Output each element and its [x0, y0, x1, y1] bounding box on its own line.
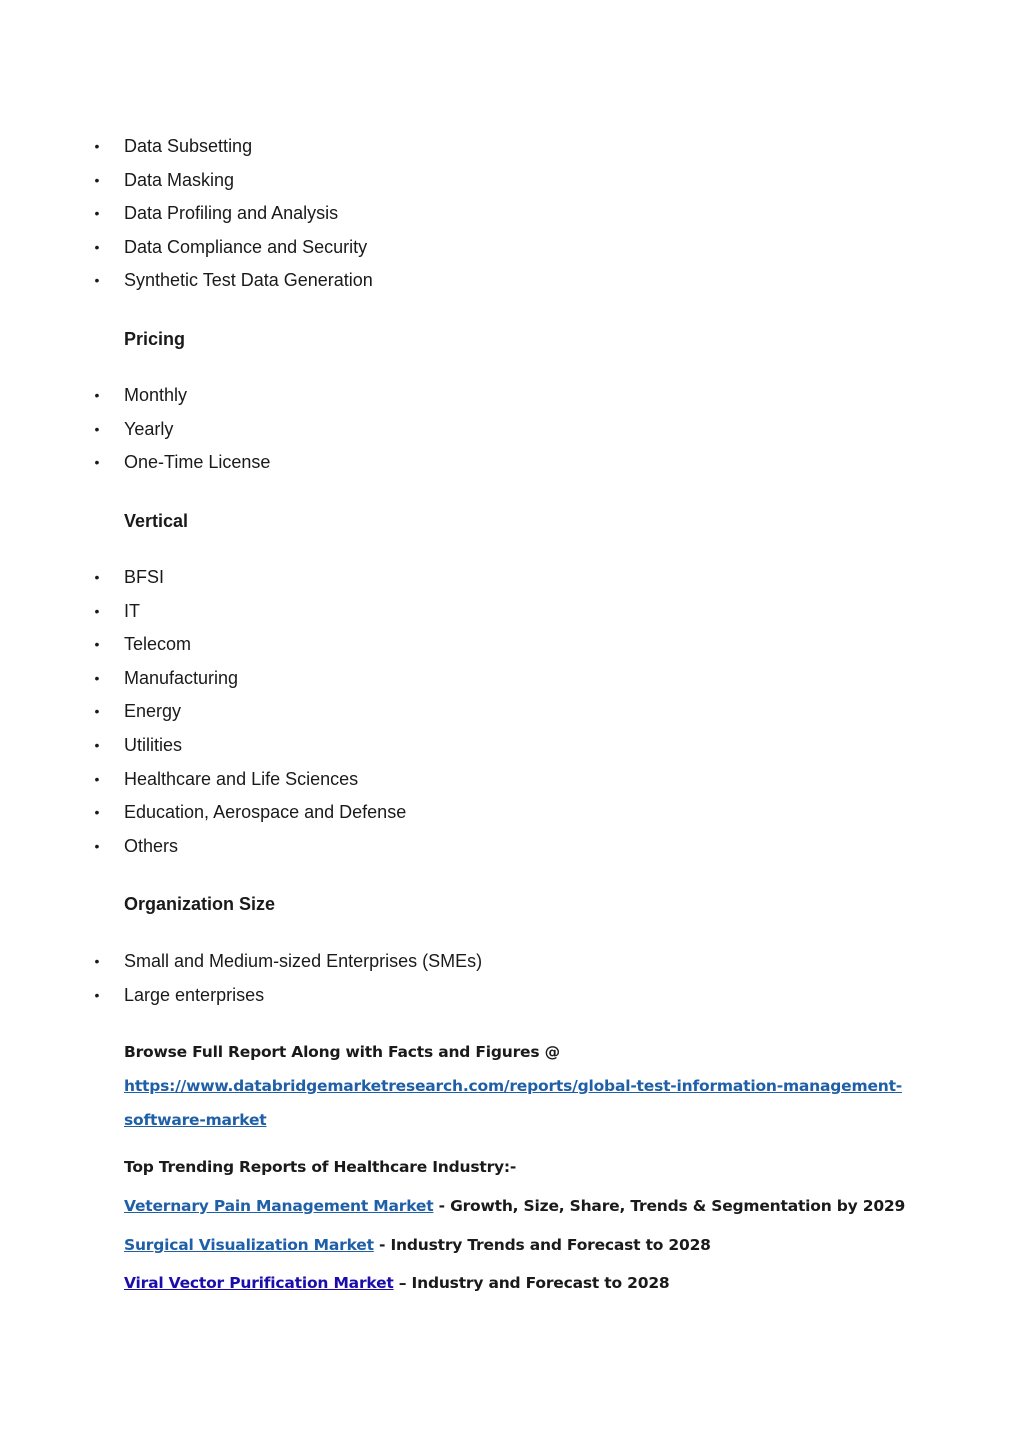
bullet-icon: • — [94, 636, 100, 653]
trending-report-item — [124, 1272, 670, 1294]
bullet-icon: • — [94, 703, 100, 720]
bullet-icon: • — [94, 602, 100, 619]
bullet-icon: • — [94, 454, 100, 471]
list-item: • Energy — [0, 695, 406, 729]
report-url-link[interactable]: https://www.databridgemarketresearch.com/reports/global-test-information-management- — [124, 1077, 903, 1095]
list-item: • Large enterprises — [0, 979, 482, 1013]
trending-report-item — [124, 1195, 905, 1217]
list-item: • Data Compliance and Security — [0, 231, 373, 265]
list-item: • Others — [0, 830, 406, 864]
list-item: • Yearly — [0, 413, 270, 447]
list-item: • Small and Medium-sized Enterprises (SMEs) — [0, 945, 482, 979]
list-item: • Education, Aerospace and Defense — [0, 796, 406, 830]
bullet-icon: • — [94, 272, 100, 289]
organization-size-heading: Organization Size — [124, 894, 276, 914]
report-suffix: - Growth, Size, Share, Trends & Segmentation by 2029 — [433, 1197, 906, 1215]
report-url-line2 — [124, 1109, 266, 1131]
list-item: • Data Profiling and Analysis — [0, 197, 373, 231]
viral-vector-purification-link[interactable]: Viral Vector Purification Market — [124, 1274, 394, 1292]
trending-report-item — [124, 1234, 711, 1256]
list-item: • Telecom — [0, 628, 406, 662]
bullet-icon: • — [94, 138, 100, 154]
bullet-icon: • — [94, 837, 100, 854]
trending-heading: Top Trending Reports of Healthcare Industry:- — [124, 1158, 517, 1176]
surgical-visualization-link[interactable]: Surgical Visualization Market — [124, 1236, 374, 1254]
vertical-heading: Vertical — [124, 511, 189, 531]
browse-label: Browse Full Report Along with Facts and Figures @ — [124, 1043, 560, 1061]
report-suffix: – Industry and Forecast to 2028 — [393, 1274, 670, 1292]
bullet-icon: • — [94, 205, 100, 222]
bullet-icon: • — [94, 420, 100, 437]
list-item: • Healthcare and Life Sciences — [0, 763, 406, 797]
features-list — [0, 130, 373, 298]
bullet-icon: • — [94, 387, 100, 403]
list-item: • Data Subsetting — [0, 130, 373, 164]
pricing-list — [0, 379, 270, 480]
bullet-icon: • — [94, 569, 100, 585]
bullet-icon: • — [94, 770, 100, 787]
report-suffix: - Industry Trends and Forecast to 2028 — [373, 1236, 711, 1254]
list-item: • Monthly — [0, 379, 270, 413]
bullet-icon: • — [94, 986, 100, 1003]
list-item: • IT — [0, 595, 406, 629]
list-item: • One-Time License — [0, 446, 270, 480]
list-item: • Data Masking — [0, 164, 373, 198]
pricing-heading: Pricing — [124, 329, 186, 349]
report-url-line1 — [124, 1075, 902, 1097]
veternary-pain-management-link[interactable]: Veternary Pain Management Market — [124, 1197, 434, 1215]
list-item: • Synthetic Test Data Generation — [0, 264, 373, 298]
list-item: • BFSI — [0, 561, 406, 595]
bullet-icon: • — [94, 669, 100, 686]
bullet-icon: • — [94, 171, 100, 188]
bullet-icon: • — [94, 953, 100, 969]
vertical-list — [0, 561, 406, 863]
bullet-icon: • — [94, 238, 100, 255]
bullet-icon: • — [94, 804, 100, 821]
bullet-icon: • — [94, 736, 100, 753]
report-url-link-continued[interactable]: software-market — [124, 1111, 267, 1129]
list-item: • Manufacturing — [0, 662, 406, 696]
organization-size-list — [0, 945, 482, 1012]
list-item: • Utilities — [0, 729, 406, 763]
